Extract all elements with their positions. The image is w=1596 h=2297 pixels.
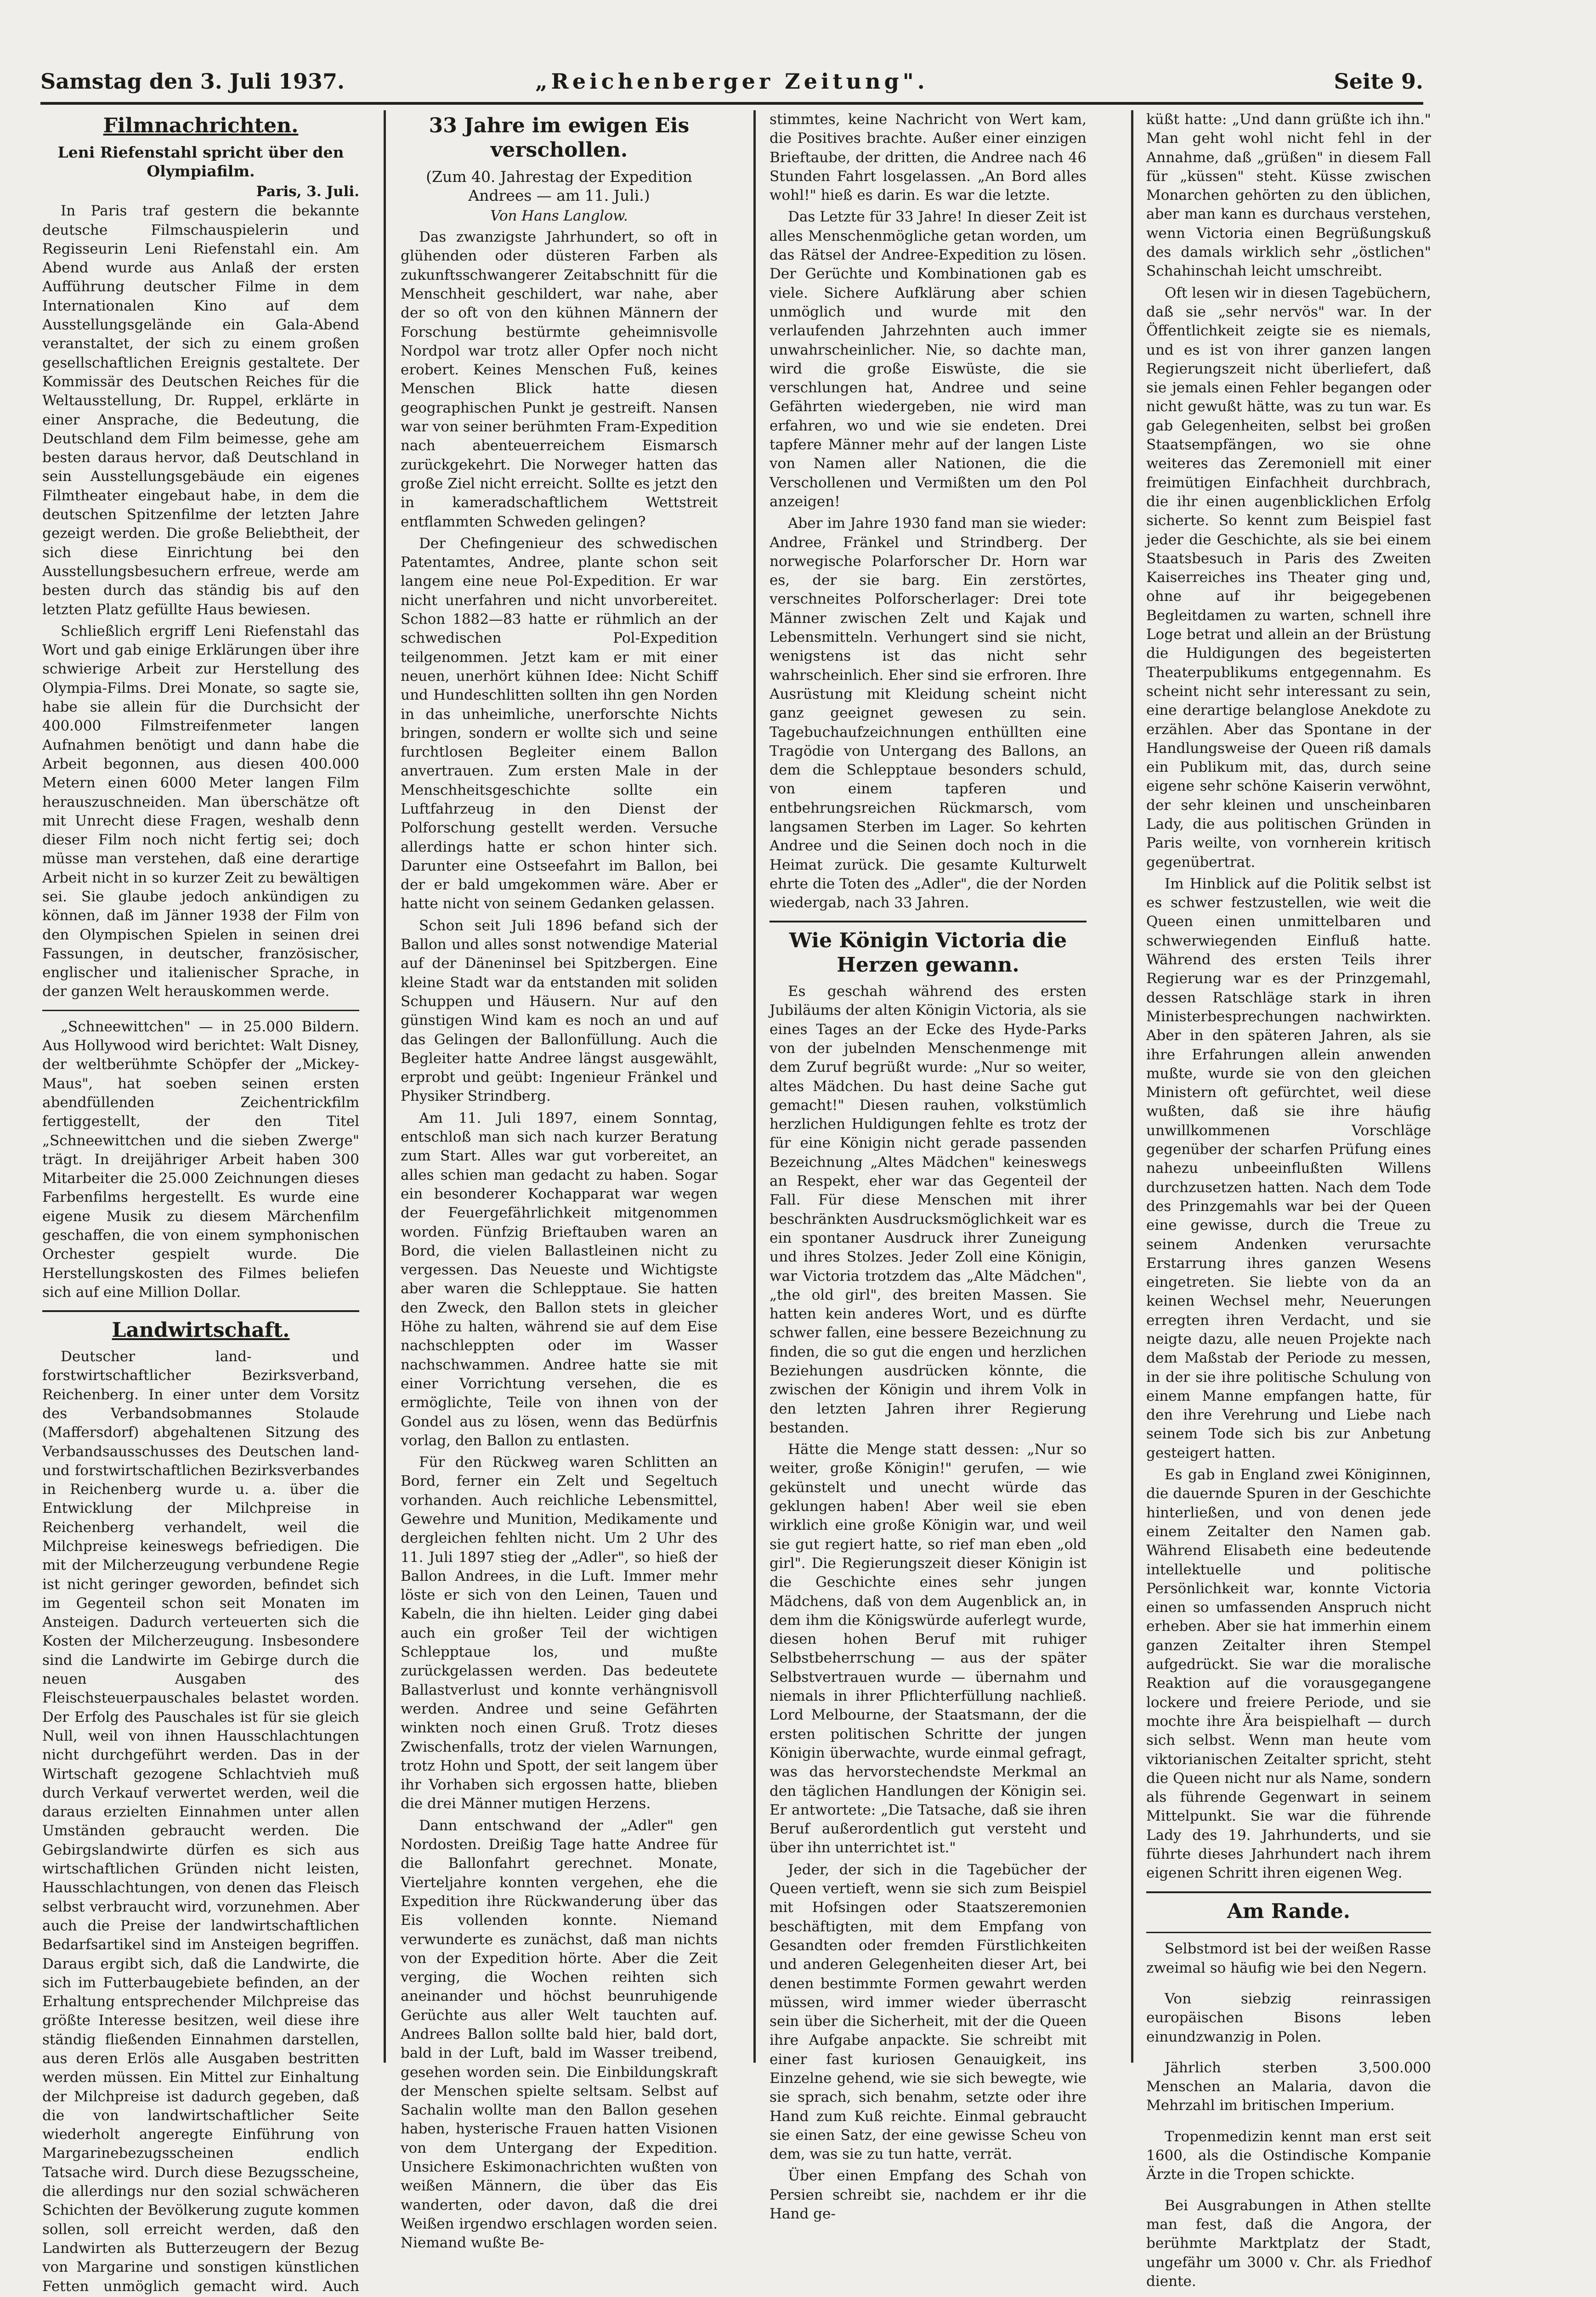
news-note: Von siebzig reinrassigen europäischen Bisons leben einundzwanzig in Polen. xyxy=(1146,1991,1431,2045)
article-paragraph: Im Hinblick auf die Politik selbst ist es schwer festzustellen, wie weit die Queen einen unmittelbaren und schwerwiegenden Einfluß hatte. Während des ersten Teils ihrer Regierung war es der Prinzgemahl, dessen Ratschläge stark in ihren Ministerbesprechungen nachwirkten. Aber in den späteren Jahren, als sie ihre Erfahrungen allein anwenden mußte, wurde sie von den gleichen Ministern oft gefürchtet, weil diese wußten, daß sie ihre häufig unwillkommenen Vorschläge gegenüber der scharfen Prüfung eines nahezu unbeeinflußten Willens durchzusetzen hatten. Nach dem Tode des Prinzgemahls war bei der Queen eine gewisse, durch die Treue zu seinem Andenken verursachte Erstarrung ihres ganzen Wesens eingetreten. Sie liebte von da an keinen Wechsel mehr, Neuerungen erregten ihren Verdacht, und sie neigte dazu, alle neuen Projekte nach dem Maßstab der Periode zu messen, in der sie ihre politische Schulung von einem Manne empfangen hatte, für den ihre Verehrung und Liebe nach seinem Tode sich bis zur Anbetung gesteigert hatten. xyxy=(1146,875,1431,1461)
article-paragraph: Über einen Empfang des Schah von Persien schreibt sie, nachdem er ihr die Hand ge- xyxy=(770,2167,1087,2223)
article-separator xyxy=(1146,1932,1431,1933)
issue-date: Samstag den 3. Juli 1937. xyxy=(40,69,345,94)
article-paragraph: Schließlich ergriff Leni Riefenstahl das Wort und gab einige Erklärungen über ihre schwierige Arbeit zur Herstellung des Olympia-Films. Drei Monate, so sagte sie, habe sie allein für die Durchsicht der 400.000 Filmstreifenmeter langen Aufnahmen benötigt und dann habe die Arbeit begonnen, aus diesen 400.000 Metern einen 6000 Meter langen Film herauszuschneiden. Man überschätze oft mit Unrecht diese Fragen, weshalb denn dieser Film noch nicht fertig sei; doch müsse man verstehen, daß eine derartige Arbeit nicht in so kurzer Zeit zu bewältigen sei. Sie glaube jedoch ankündigen zu können, daß im Jänner 1938 der Film von den Olympischen Spielen in seinen drei Fassungen, in deutscher, französischer, englischer und italienischer Sprache, in der ganzen Welt herauskommen werde. xyxy=(42,622,359,1000)
column-3 xyxy=(770,110,1087,2226)
news-note: Selbstmord ist bei der weißen Rasse zweimal so häufig wie bei den Negern. xyxy=(1146,1941,1431,1976)
news-note: Tropenmedizin kennt man erst seit 1600, als die Ostindische Kompanie Ärzte in die Tropen schickte. xyxy=(1146,2128,1431,2183)
article-paragraph: Dann entschwand der „Adler" gen Nordosten. Dreißig Tage hatte Andree für die Ballonfahrt gerechnet. Monate, Vierteljahre konnten vergehen, ehe die Expedition ihre Rückwanderung über das Eis vollenden konnte. Niemand verwunderte es zunächst, daß man nichts von der Expedition hörte. Aber die Zeit verging, die Wochen reihten sich aneinander und höchst beunruhigende Gerüchte aus aller Welt tauchten auf. Andrees Ballon sollte bald hier, bald dort, bald in der Luft, bald im Wasser treibend, gesehen worden sein. Die Einbildungskraft der Menschen spielte seltsam. Selbst auf Sachalin wollte man den Ballon gesehen haben, hysterische Frauen hatten Visionen von dem Untergang der Expedition. Unsichere Eskimonachrichten wußten von weißen Männern, die über das Eis wanderten, oder davon, daß die drei Weißen irgendwo erschlagen worden seien. Niemand wußte Be- xyxy=(401,1817,718,2252)
section-heading-agriculture: Landwirtschaft. xyxy=(112,1318,290,1342)
article-paragraph: „Schneewittchen" — in 25.000 Bildern. Aus Hollywood wird berichtet: Walt Disney, der weltberühmte Schöpfer der „Mickey-Maus", hat soeben seinen ersten abendfüllenden Zeichentrickfilm fertiggestellt, der den Titel „Schneewittchen und die sieben Zwerge" trägt. In dreijähriger Arbeit haben 300 Mitarbeiter die 25.000 Zeichnungen dieses Farbenfilms hergestellt. Es wurde eine eigene Musik zu diesem Märchenfilm geschaffen, die von einem symphonischen Orchester gespielt wurde. Die Herstellungskosten des Filmes beliefen sich auf eine Million Dollar. xyxy=(42,1018,359,1301)
column-divider xyxy=(1131,110,1133,2063)
article-paragraph: Jeder, der sich in die Tagebücher der Queen vertieft, wenn sie sich zum Beispiel mit Hofsingen oder Staatszeremonien beschäftigten, mit dem Empfang von Gesandten oder fremden Fürstlichkeiten und anderen Gelegenheiten dieser Art, bei denen bestimmte Formen gewahrt werden müssen, wird immer wieder überrascht sein über die Sicherheit, mit der die Queen ihre Aufgabe anpackte. Sie schreibt mit einer fast kuriosen Genauigkeit, ins Einzelne gehend, wie sie sich bewegte, wie sie sprach, sich benahm, setzte oder ihre Hand zum Kuß reichte. Einmal gebraucht sie einen Satz, der eine gewisse Scheu von dem, was sie zu tun hatte, verrät. xyxy=(770,1861,1087,2163)
masthead xyxy=(40,69,1423,101)
article-paragraph: küßt hatte: „Und dann grüßte ich ihn." Man geht wohl nicht fehl in der Annahme, daß „grüßen" in diesem Fall für „küssen" steht. Küsse zwischen Monarchen gehörten zu den üblichen, aber man kann es durchaus verstehen, wenn Victoria einen Begrüßungskuß des damals wirklich sehr „östlichen" Schahinschah leicht umschreibt. xyxy=(1146,111,1431,280)
article-title-andree: 33 Jahre im ewigen Eis verschollen. xyxy=(429,114,690,162)
article-paragraph: stimmtes, keine Nachricht von Wert kam, die Positives brachte. Außer einer einzigen Brieftaube, der dritten, die Andree nach 46 Stunden Fahrt losgelassen. „An Bord alles wohl!" hieß es darin. Es war die letzte. xyxy=(770,111,1087,204)
masthead-rule xyxy=(40,102,1423,105)
article-paragraph: Das zwanzigste Jahrhundert, so oft in glühenden oder düsteren Farben als zukunftsschwangerer Zeitabschnitt für die Menschheit geschildert, war nahe, aber der so oft von den kühnen Männern der Forschung bestürmte geheimnisvolle Nordpol war trotz aller Opfer noch nicht erobert. Keines Menschen Fuß, keines Menschen Blick hatte diesen geographischen Punkt je gestreift. Nansen war von seiner berühmten Fram-Expedition nach abenteuerreichem Eismarsch zurückgekehrt. Die Norweger hatten das große Ziel nicht erreicht. Sollte es jetzt den in kameradschaftlichem Wettstreit entflammten Schweden gelingen? xyxy=(401,229,718,530)
news-note: Bei Ausgrabungen in Athen stellte man fest, daß die Angora, der berühmte Marktplatz der Stadt, ungefähr um 3000 v. Chr. als Friedhof diente. xyxy=(1146,2197,1431,2290)
article-paragraph: Hätte die Menge statt dessen: „Nur so weiter, große Königin!" gerufen, — wie gekünstelt und unecht würde das geklungen haben! Aber weil sie eben wirklich eine große Königin war, und weil sie gut regiert hatte, so rief man eben „old girl". Die Regierungszeit dieser Königin ist die Geschichte eines sehr jungen Mädchens, daß von dem Augenblick an, in dem ihm die Königswürde auferlegt wurde, diesen hohen Beruf mit ruhiger Selbstbeherrschung — aus der später Selbstvertrauen wurde — übernahm und niemals in ihrer Pflichterfüllung nachließ. Lord Melbourne, der Staatsmann, der die ersten politischen Schritte der jungen Königin überwachte, wurde einmal gefragt, was das hervorstechendste Merkmal an den täglichen Handlungen der Königin sei. Er antwortete: „Die Tatsache, daß sie ihren Beruf außerordentlich gut versteht und über ihn unterrichtet ist." xyxy=(770,1441,1087,1856)
article-paragraph: Es gab in England zwei Königinnen, die dauernde Spuren in der Geschichte hinterließen, und von denen jede einem Zeitalter den Namen gab. Während Elisabeth eine bedeutende intellektuelle und politische Persönlichkeit war, konnte Victoria einen so umfassenden Anspruch nicht erheben. Aber sie hat immerhin einem ganzen Zeitalter ihren Stempel aufgedrückt. Sie war die moralische Reaktion auf die vorausgegangene lockere und freiere Periode, und sie mochte ihre Ära beispielhaft — durch sich selbst. Wenn man heute vom viktorianischen Zeitalter spricht, steht die Queen nicht nur als Name, sondern als führende Gegenwart in seinem Mittelpunkt. Sie war die führende Lady des 19. Jahrhunderts, und sie führte dieses Jahrhundert nach ihrem eigenen Schritt ihren eigenen Weg. xyxy=(1146,1466,1431,1882)
section-heading-film: Filmnachrichten. xyxy=(103,114,299,137)
article-title: Leni Riefenstahl spricht über den Olympiafilm. xyxy=(57,143,344,181)
page-number: Seite 9. xyxy=(1334,69,1423,94)
article-paragraph: Der Chefingenieur des schwedischen Patentamtes, Andree, plante schon seit langem eine neue Pol-Expedition. Er war nicht unerfahren und nicht unvorbereitet. Schon 1882—83 hatte er rühmlich an der schwedischen Pol-Expedition teilgenommen. Jetzt kam er mit einer neuen, unerhört kühnen Idee: Nicht Schiff und Hundeschlitten sollten ihn gen Norden in das unheimliche, unerforschte Nichts bringen, sondern er wollte sich und seine furchtlosen Begleiter einem Ballon anvertrauen. Zum ersten Male in der Menschheitsgeschichte sollte ein Luftfahrzeug in den Dienst der Polforschung gestellt werden. Versuche allerdings hatte er schon hinter sich. Darunter eine Ostseefahrt im Ballon, bei der er bald umgekommen wäre. Aber er hatte nicht von seinem Gedanken gelassen. xyxy=(401,535,718,912)
dateline: Paris, 3. Juli. xyxy=(256,183,359,200)
article-byline: Von Hans Langlow. xyxy=(490,208,628,225)
article-paragraph: Deutscher land- und forstwirtschaftlicher Bezirksverband, Reichenberg. In einer unter dem Vorsitz des Verbandsobmannes Stolaude (Maffersdorf) abgehaltenen Sitzung des Verbandsausschusses des Deutschen land- und forstwirtschaftlichen Bezirksverbandes in Reichenberg wurde u. a. über die Entwicklung der Milchpreise in Reichenberg verhandelt, weil die Milchpreise keineswegs befriedigen. Die mit der Milcherzeugung verbundene Regie ist nicht geringer geworden, befindet sich im Gegenteil schon seit Monaten im Ansteigen. Dadurch verteuerten sich die Kosten der Milcherzeugung. Insbesondere sind die Landwirte im Gebirge durch die neuen Ausgaben des Fleischsteuerpauschales belastet worden. Der Erfolg des Pauschales ist für sie gleich Null, weil von ihnen Hausschlachtungen nicht durchgeführt werden. Das in der Wirtschaft gezogene Schlachtvieh muß durch Verkauf verwertet werden, weil die daraus erzielten Einnahmen unter allen Umständen gebraucht werden. Die Gebirgslandwirte dürfen es sich aus wirtschaftlichen Gründen nicht leisten, Hausschlachtungen, von denen das Fleisch selbst verbraucht wird, vorzunehmen. Aber auch die Preise der landwirtschaftlichen Bedarfsartikel sind im Ansteigen begriffen. Daraus ergibt sich, daß die Landwirte, die sich im Futterbaugebiete befinden, an der Erhaltung entsprechender Milchpreise das größte Interesse besitzen, weil diese ihre ständig fließenden Einnahmen darstellen, aus deren Erlös alle Ausgaben bestritten werden müssen. Ein Mittel zur Einhaltung der Milchpreise ist dadurch gegeben, daß die von landwirtschaftlicher Seite wiederholt angeregte Einführung von Margarinebezugsscheinen endlich Tatsache wird. Durch diese Bezugsscheine, die allerdings nur den sozial schwächeren Schichten der Bevölkerung zugute kommen sollen, soll erreicht werden, daß den Landwirten als Butterzeugern der Bezug von Margarine und sonstigen künstlichen Fetten unmöglich gemacht wird. Auch xyxy=(42,1348,359,2295)
column-divider xyxy=(384,110,386,2063)
news-note: Jährlich sterben 3,500.000 Menschen an Malaria, davon die Mehrzahl im britischen Imperium. xyxy=(1146,2059,1431,2114)
section-heading-am-rande: Am Rande. xyxy=(1227,1899,1351,1923)
article-paragraph: Schon seit Juli 1896 befand sich der Ballon und alles sonst notwendige Material auf der Däneninsel bei Spitzbergen. Eine kleine Stadt war da entstanden mit soliden Schuppen und Häusern. Nur auf den günstigen Wind kam es noch an und auf das Gelingen der Ballonfüllung. Auch die Begleiter hatte Andree längst ausgewählt, erprobt und geübt: Ingenieur Fränkel und Physiker Strindberg. xyxy=(401,917,718,1105)
article-separator xyxy=(770,921,1087,922)
article-paragraph: Oft lesen wir in diesen Tagebüchern, daß sie „sehr nervös" war. In der Öffentlichkeit zeigte sie es niemals, und es ist von ihrer ganzen langen Regierungszeit nicht überliefert, daß sie jemals einen Fehler begangen oder nicht gewußt hätte, was zu tun war. Es gab Gelegenheiten, selbst bei großen Staatsempfängen, wo sie ohne weiteres das Zeremoniell mit einer freimütigen Einfachheit durchbrach, die ihr einen augenblicklichen Erfolg sicherte. So kennt zum Beispiel fast jeder die Geschichte, als sie bei einem Staatsbesuch in Paris des Zweiten Kaiserreiches ins Theater ging und, ohne auf ihr beigegebenen Begleitdamen zu warten, schnell ihre Loge betrat und allein an der Brüstung die Huldigungen des begeisterten Theaterpublikums entgegennahm. Es scheint nicht sehr interessant zu sein, eine derartige belanglose Anekdote zu erzählen. Aber das Spontane in der Handlungsweise der Queen riß damals ein Publikum mit, das, durch seine eigene sehr schöne Kaiserin verwöhnt, der sehr kleinen und unscheinbaren Lady, die aus politischen Gründen in Paris weilte, von vornherein kritisch gegenübertrat. xyxy=(1146,284,1431,871)
article-paragraph: Das Letzte für 33 Jahre! In dieser Zeit ist alles Menschenmögliche getan worden, um das Rätsel der Andree-Expedition zu lösen. Der Gerüchte und Kombinationen gab es viele. Sichere Aufklärung aber schien unmöglich und wurde mit den verlaufenden Jahrzehnten auch immer unwahrscheinlicher. Nie, so dachte man, wird die große Eiswüste, die sie verschlungen hat, Andree und seine Gefährten wiedergeben, nie wird man erfahren, wo und wie sie endeten. Drei tapfere Männer mehr auf der langen Liste von Namen aller Nationen, die die Verschollenen und Vermißten um den Pol anzeigen! xyxy=(770,209,1087,510)
column-2 xyxy=(401,110,718,2256)
article-title-victoria: Wie Königin Victoria die Herzen gewann. xyxy=(789,929,1067,977)
article-separator xyxy=(42,1310,359,1312)
article-separator xyxy=(42,1010,359,1011)
article-paragraph: Am 11. Juli 1897, einem Sonntag, entschloß man sich nach kurzer Beratung zum Start. Alles war gut vorbereitet, an alles schien man gedacht zu haben. Sogar ein besonderer Kochapparat war wegen der Feuergefährlichkeit mitgenommen worden. Fünfzig Brieftauben waren an Bord, die vielen Ballastleinen nicht zu vergessen. Das Neueste und Wichtigste aber waren die Schlepptaue. Sie hatten den Zweck, den Ballon stets in gleicher Höhe zu halten, während sie auf dem Eise nachschleppten oder im Wasser nachschwammen. Andree hatte sie mit einer Vorrichtung versehen, die es ermöglichte, Teile von ihnen von der Gondel aus zu lösen, wenn das Bedürfnis vorlag, den Ballon zu entlasten. xyxy=(401,1109,718,1449)
column-divider xyxy=(753,110,756,2063)
article-paragraph: In Paris traf gestern die bekannte deutsche Filmschauspielerin und Regisseurin Leni Riefenstahl ein. Am Abend wurde aus Anlaß der ersten Aufführung deutscher Filme in dem Internationalen Kino auf dem Ausstellungsgelände ein Gala-Abend veranstaltet, der sich zu einem großen gesellschaftlichen Ereignis gestaltete. Der Kommissär des Deutschen Reiches für die Weltausstellung, Dr. Ruppel, erklärte in einer Ansprache, die Bedeutung, die Deutschland dem Film beimesse, gehe am besten daraus hervor, daß Deutschland in sein Ausstellungsgebäude ein eigenes Filmtheater eingebaut habe, in dem die deutschen Spitzenfilme der letzten Jahre gezeigt werden. Die große Beliebtheit, der sich diese Einrichtung bei den Ausstellungsbesuchern erfreue, werde am besten durch das ständig bis auf den letzten Platz gefüllte Haus bewiesen. xyxy=(42,203,359,618)
article-paragraph: Es geschah während des ersten Jubiläums der alten Königin Victoria, als sie eines Tages an der Ecke des Hyde-Parks von der jubelnden Menschenmenge mit dem Zuruf begrüßt wurde: „Nur so weiter, altes Mädchen. Du hast deine Sache gut gemacht!" Diesen rauhen, volkstümlich herzlichen Huldigungen fehlte es trotz der für eine Königin nicht gerade passenden Bezeichnung „Altes Mädchen" keineswegs an Respekt, eher war das Gegenteil der Fall. Für diese Menschen mit ihrer beschränkten Ausdrucksmöglichkeit war es ein spontaner Ausdruck ihrer Zuneigung und ihres Stolzes. Jeder Zoll eine Königin, war Victoria trotzdem das „Alte Mädchen", „the old girl", des breiten Massen. Sie hatten kein anderes Wort, und es dürfte schwer fallen, eine bessere Bezeichnung zu finden, die so gut die engen und herzlichen Beziehungen ausdrücken könnte, die zwischen der Königin und ihrem Volk in den letzten Jahren ihrer Regierung bestanden. xyxy=(770,983,1087,1436)
column-4 xyxy=(1146,110,1431,2297)
newspaper-title: „Reichenberger Zeitung". xyxy=(535,69,928,94)
article-paragraph: Aber im Jahre 1930 fand man sie wieder: Andree, Fränkel und Strindberg. Der norwegische Polarforscher Dr. Horn war es, der sie barg. Ein zerstörtes, verschneites Polforscherlager: Drei tote Männer zwischen Zelt und Kajak und Lebensmitteln. Verhungert sind sie nicht, wenigstens ist das nicht sehr wahrscheinlich. Eher sind sie erfroren. Ihre Ausrüstung mit Kleidung scheint nicht ganz geeignet gewesen zu sein. Tagebuchaufzeichnungen enthüllten eine Tragödie von Untergang des Ballons, an dem die Schlepptaue besonders schuld, von einem tapferen und entbehrungsreichen Rückmarsch, vom langsamen Sterben im Lager. So kehrten Andree und die Seinen doch noch in die Heimat zurück. Die gesamte Kulturwelt ehrte die Toten des „Adler", die der Norden wiedergab, nach 33 Jahren. xyxy=(770,515,1087,911)
article-subtitle: (Zum 40. Jahrestag der Expedition Andrees — am 11. Juli.) xyxy=(426,167,692,204)
column-1 xyxy=(42,110,359,2297)
article-separator xyxy=(1146,1891,1431,1893)
article-paragraph: Für den Rückweg waren Schlitten an Bord, ferner ein Zelt und Segeltuch vorhanden. Auch reichliche Lebensmittel, Gewehre und Munition, Medikamente und dergleichen fehlten nicht. Um 2 Uhr des 11. Juli 1897 stieg der „Adler", so hieß der Ballon Andrees, in die Luft. Immer mehr löste er sich von den Leinen, Tauen und Kabeln, die ihn hielten. Leider ging dabei auch ein großer Teil der wichtigen Schlepptaue los, und mußte zurückgelassen werden. Das bedeutete Ballastverlust und konnte verhängnisvoll werden. Andree und seine Gefährten winkten noch einen Gruß. Trotz dieses Zwischenfalls, trotz der vielen Warnungen, trotz Hohn und Spott, der seit langem über ihr Vorhaben sich ergossen hatte, blieben die drei Männer mutigen Herzens. xyxy=(401,1454,718,1812)
